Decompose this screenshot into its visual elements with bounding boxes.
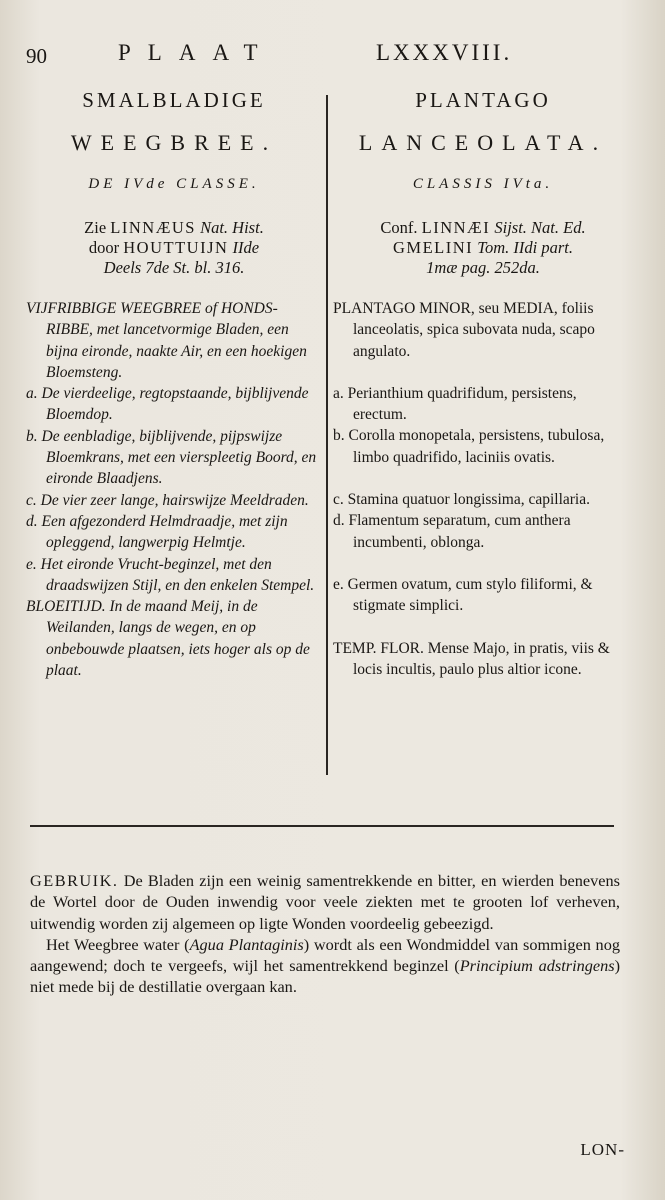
dutch-description-list [26, 298, 322, 681]
page-number: 90 [26, 44, 47, 68]
latin-description-intro: PLANTAGO MINOR, seu MEDIA, foliis lanceolatis, spica subovata nuda, scapo angulato. [333, 300, 595, 360]
dutch-reference [26, 218, 322, 278]
usage-paragraph-2: Het Weegbree water (Agua Plantaginis) wordt als een Wondmiddel van sommigen nog aangewend; doch te vergeefs, wijl het samentrekkend beginzel (Principium adstringens) niet mede bij de destillatie overgaan kan. [30, 934, 621, 997]
dutch-class: DE IVde CLASSE. [88, 176, 260, 192]
latin-title-line2: LANCEOLATA. [358, 130, 608, 155]
dutch-description-b: b. De eenbladige, bijblijvende, pijpswijze Bloemkrans, met een vierspleetig Boord, en eironde Blaadjens. [26, 427, 317, 488]
catchword: LON- [580, 1140, 625, 1159]
dutch-title-line2: WEEGBREE. [70, 130, 278, 155]
latin-description-e: e. Germen ovatum, cum stylo filiformi, & stigmate simplici. [333, 575, 593, 615]
latin-reference-line2: GMELINI Tom. IIdi part. [393, 238, 573, 257]
dutch-description-d: d. Een afgezonderd Helmdraadje, met zijn opleggend, langwerpig Helmtje. [26, 512, 288, 552]
latin-description-a: a. Perianthium quadrifidum, persistens, erectum. [333, 384, 577, 424]
latin-reference-line3: 1mæ pag. 252da. [426, 258, 540, 277]
dutch-description-e: e. Het eironde Vrucht-beginzel, met den draadswijzen Stijl, en den enkelen Stempel. [26, 555, 315, 594]
dutch-flowering-time: BLOEITIJD. In de maand Meij, in de Weilanden, langs de wegen, en op onbebouwde plaatsen, iets hoger als op de plaat. [26, 598, 310, 680]
usage-section [30, 870, 620, 998]
latin-title-line1: PLANTAGO [415, 88, 551, 112]
plate-label: PLAAT [118, 40, 275, 65]
plate-number: LXXXVIII. [376, 40, 513, 65]
latin-description-c: c. Stamina quatuor longissima, capillaria. [333, 491, 590, 509]
dutch-description-c: c. De vier zeer lange, hairswijze Meeldraden. [26, 491, 309, 509]
latin-reference-line1: Conf. LINNÆI Sijst. Nat. Ed. [380, 218, 586, 237]
dutch-description-a: a. De vierdeelige, regtopstaande, bijblijvende Bloemdop. [26, 385, 309, 424]
latin-description-list [333, 298, 633, 680]
dutch-reference-line2: door HOUTTUIJN IIde [88, 238, 260, 257]
dutch-reference-line1: Zie LINNÆUS Nat. Hist. [84, 218, 264, 237]
latin-description-b: b. Corolla monopetala, persistens, tubulosa, limbo quadrifido, laciniis ovatis. [333, 427, 605, 466]
latin-reference [333, 218, 633, 278]
dutch-reference-line3: Deels 7de St. bl. 316. [103, 258, 245, 277]
column-divider [326, 95, 328, 775]
dutch-title-line1: SMALBLADIGE [82, 88, 266, 112]
usage-paragraph-1: GEBRUIK. De Bladen zijn een weinig samentrekkende en bitter, en wierden benevens de Wortel door de Ouden inwendig voor veele ziekten met te grooten lof verheven, uitwendig worden zij algemeen op ligte Wonden voordeelig gebeezigd. [30, 871, 620, 933]
latin-class: CLASSIS IVta. [412, 176, 554, 192]
latin-description-d: d. Flamentum separatum, cum anthera incumbenti, oblonga. [333, 512, 571, 551]
section-divider [30, 825, 614, 827]
latin-flowering-time: TEMP. FLOR. Mense Majo, in pratis, viis & locis incultis, paulo plus altior icone. [333, 639, 610, 678]
dutch-description-intro: VIJFRIBBIGE WEEGBREE of HONDS-RIBBE, met lancetvormige Bladen, een bijna eironde, naakte Air, en een hoekigen Bloemsteng. [26, 300, 307, 381]
usage-heading: GEBRUIK. [30, 871, 119, 890]
